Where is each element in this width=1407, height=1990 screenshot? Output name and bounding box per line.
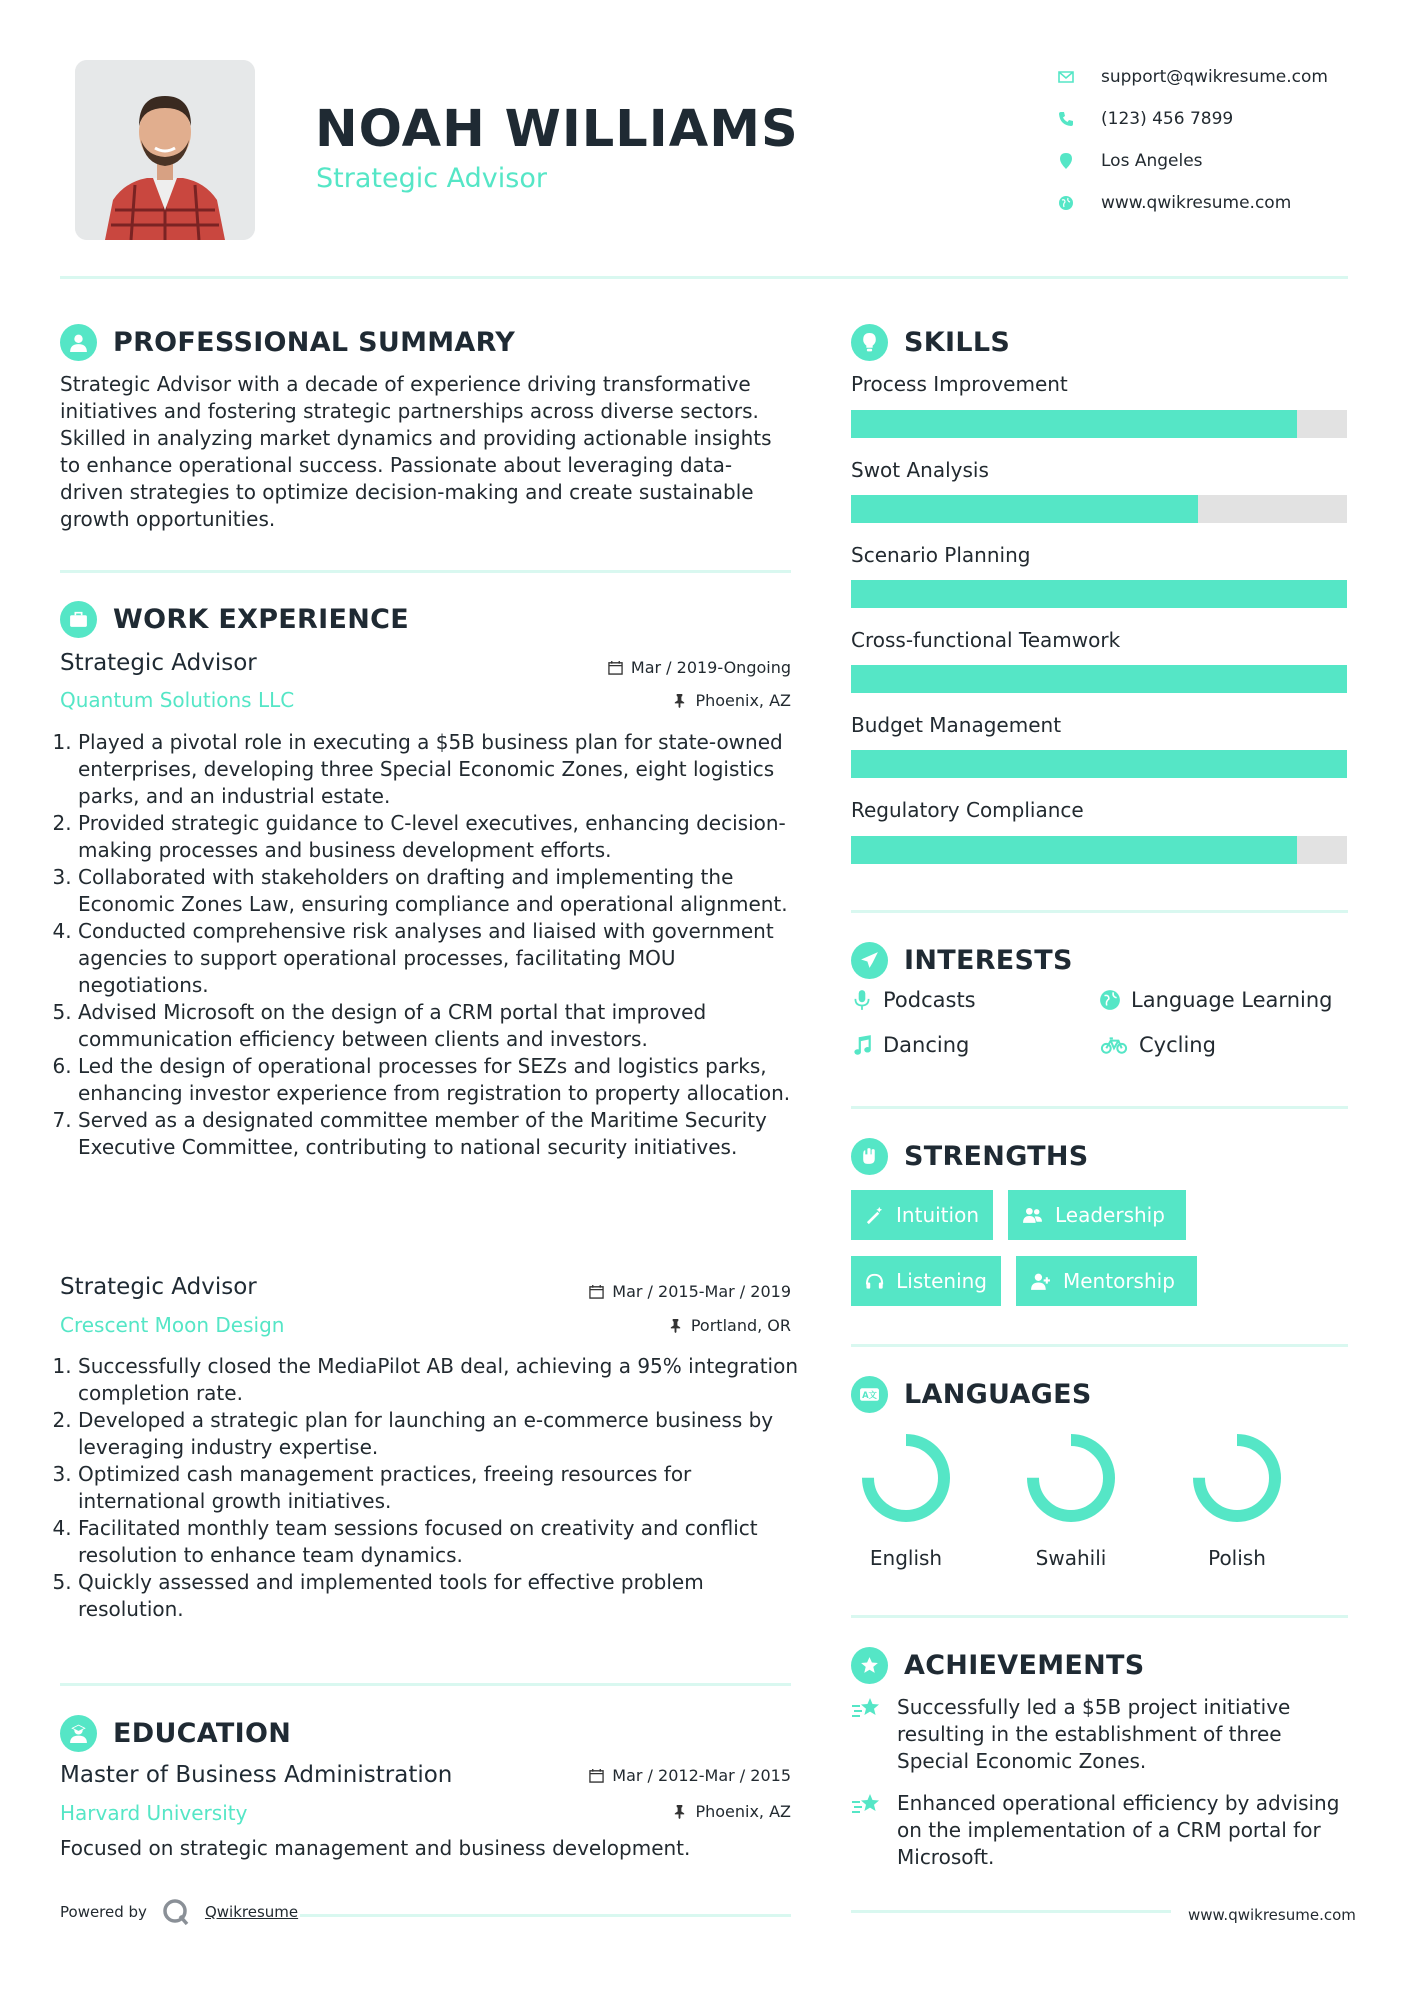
interests-divider — [851, 1106, 1348, 1109]
skills-divider — [851, 910, 1348, 913]
duty-item: 6. Led the design of operational processes for SEZs and logistics parks, enhancing investor experience from registration to property allocation. — [78, 1053, 798, 1107]
interest-item — [851, 1033, 969, 1057]
achievements-heading — [851, 1647, 1145, 1684]
job-1-location-text: Phoenix, AZ — [695, 691, 791, 710]
languages-heading — [851, 1376, 1092, 1413]
strength-badge — [1016, 1256, 1197, 1306]
skill-bar-fill — [851, 495, 1198, 523]
skills-title: SKILLS — [904, 327, 1011, 358]
language-item — [851, 1428, 961, 1570]
job-1-location — [672, 691, 791, 710]
duty-item: 1. Successfully closed the MediaPilot AB deal, achieving a 95% integration completion rate. — [78, 1353, 798, 1407]
duty-item: 4. Conducted comprehensive risk analyses and liaised with government agencies to support operational processes, facilitating MOU negotiations. — [78, 918, 798, 999]
interests-title: INTERESTS — [904, 945, 1073, 976]
interest-item — [1099, 1033, 1216, 1057]
right-footer-divider — [851, 1910, 1171, 1913]
duty-item: 1. Played a pivotal role in executing a $5B business plan for state-owned enterprises, developing three Special Economic Zones, eight logistics parks, and an industrial estate. — [78, 729, 798, 810]
microphone-icon — [851, 989, 873, 1011]
job-2-location — [668, 1316, 791, 1335]
education-location — [672, 1802, 791, 1821]
skill-label: Regulatory Compliance — [851, 798, 1084, 822]
language-ring — [856, 1428, 956, 1528]
bicycle-icon — [1099, 1034, 1129, 1056]
education-description: Focused on strategic management and business development. — [60, 1836, 691, 1860]
profile-photo — [75, 60, 255, 240]
summary-text: Strategic Advisor with a decade of experience driving transformative initiatives and fostering strategic partnerships across diverse sectors. Skilled in analyzing market dynamics and providing actionable insights to enhance operational success. Passionate about leveraging data-driven strategies to optimize decision-making and create sustainable growth opportunities. — [60, 372, 772, 531]
skills-heading — [851, 324, 1010, 361]
svg-text:A文: A文 — [862, 1390, 877, 1401]
skill-bar-fill — [851, 836, 1297, 864]
duty-item: 2. Developed a strategic plan for launching an e-commerce business by leveraging industry expertise. — [78, 1407, 798, 1461]
skill-label: Swot Analysis — [851, 458, 989, 482]
language-item — [1016, 1428, 1126, 1570]
education-heading — [60, 1715, 291, 1752]
skill-bar — [851, 665, 1347, 693]
education-school: Harvard University — [60, 1801, 248, 1825]
strength-badge — [1008, 1190, 1186, 1240]
powered-by — [60, 1897, 298, 1927]
qwikresume-logo-icon — [161, 1897, 191, 1927]
lightbulb-icon — [851, 324, 888, 361]
job-2-company: Crescent Moon Design — [60, 1313, 285, 1337]
strength-label: Listening — [896, 1269, 987, 1293]
briefcase-icon — [60, 601, 97, 638]
job-2-date — [589, 1282, 791, 1301]
skill-bar-fill — [851, 750, 1347, 778]
job-2-date-text: Mar / 2015-Mar / 2019 — [612, 1282, 791, 1301]
job-1-title: Strategic Advisor — [60, 650, 257, 676]
fist-icon — [851, 1138, 888, 1175]
contact-email[interactable] — [1055, 56, 1328, 98]
interest-label: Cycling — [1139, 1033, 1216, 1057]
duty-item: 5. Quickly assessed and implemented tools for effective problem resolution. — [78, 1569, 798, 1623]
strength-label: Intuition — [896, 1203, 979, 1227]
job-1-company: Quantum Solutions LLC — [60, 688, 295, 712]
languages-divider — [851, 1615, 1348, 1618]
job-2-duties — [58, 1353, 798, 1623]
calendar-icon — [608, 660, 623, 675]
duty-item: 4. Facilitated monthly team sessions focused on creativity and conflict resolution to enhance team dynamics. — [78, 1515, 798, 1569]
summary-divider — [60, 570, 791, 573]
job-1-date — [608, 658, 791, 677]
contact-location — [1055, 140, 1328, 182]
work-title: WORK EXPERIENCE — [113, 604, 409, 635]
summary-heading — [60, 324, 515, 361]
email-icon — [1055, 66, 1077, 88]
contact-phone-text: (123) 456 7899 — [1101, 109, 1234, 129]
skill-bar — [851, 410, 1347, 438]
languages-title: LANGUAGES — [904, 1379, 1092, 1410]
skill-label: Budget Management — [851, 713, 1062, 737]
strength-label: Leadership — [1055, 1203, 1165, 1227]
candidate-title: Strategic Advisor — [316, 163, 547, 194]
achievements-title: ACHIEVEMENTS — [904, 1650, 1145, 1681]
contact-list — [1055, 56, 1328, 224]
interest-label: Language Learning — [1131, 988, 1333, 1012]
strength-label: Mentorship — [1063, 1269, 1175, 1293]
candidate-name: NOAH WILLIAMS — [315, 100, 799, 159]
header-divider — [60, 276, 1348, 279]
achievement-item — [851, 1694, 1346, 1775]
duty-item: 5. Advised Microsoft on the design of a CRM portal that improved communication efficiency between clients and investors. — [78, 999, 798, 1053]
skill-bar — [851, 836, 1347, 864]
contact-location-text: Los Angeles — [1101, 151, 1203, 171]
duty-item: 7. Served as a designated committee member of the Maritime Security Executive Committee, contributing to national security initiatives. — [78, 1107, 798, 1161]
duty-item: 3. Collaborated with stakeholders on drafting and implementing the Economic Zones Law, ensuring compliance and operational alignment. — [78, 864, 798, 918]
language-ring — [1021, 1428, 1121, 1528]
skill-bar-fill — [851, 665, 1347, 693]
skill-bar — [851, 750, 1347, 778]
contact-website-text: www.qwikresume.com — [1101, 193, 1292, 213]
education-location-text: Phoenix, AZ — [695, 1802, 791, 1821]
skill-bar — [851, 580, 1347, 608]
skill-label: Process Improvement — [851, 372, 1068, 396]
shooting-star-icon — [851, 1696, 883, 1722]
language-label: English — [869, 1546, 943, 1570]
education-date-text: Mar / 2012-Mar / 2015 — [612, 1766, 791, 1785]
education-degree: Master of Business Administration — [60, 1762, 453, 1788]
job-1-date-text: Mar / 2019-Ongoing — [630, 658, 791, 677]
summary-title: PROFESSIONAL SUMMARY — [113, 327, 516, 358]
skill-label: Scenario Planning — [851, 543, 1031, 567]
music-note-icon — [851, 1034, 873, 1056]
strength-badge — [851, 1256, 1001, 1306]
work-heading — [60, 601, 409, 638]
skill-label: Cross-functional Teamwork — [851, 628, 1121, 652]
globe-icon — [1055, 192, 1077, 214]
job-1-duties — [58, 729, 798, 1161]
brand-link[interactable]: Qwikresume — [204, 1903, 299, 1921]
skill-bar-fill — [851, 410, 1297, 438]
profile-photo-illustration — [75, 60, 255, 240]
work-divider — [60, 1683, 791, 1686]
skill-bar — [851, 495, 1347, 523]
job-2-location-text: Portland, OR — [690, 1316, 791, 1335]
contact-phone[interactable] — [1055, 98, 1328, 140]
achievement-text: Successfully led a $5B project initiative resulting in the establishment of three Special Economic Zones. — [897, 1695, 1291, 1773]
interest-item — [1099, 988, 1332, 1012]
users-icon — [1022, 1205, 1043, 1226]
user-plus-icon — [1030, 1271, 1051, 1292]
achievement-text: Enhanced operational efficiency by advising on the implementation of a CRM portal for Microsoft. — [897, 1791, 1340, 1869]
headphones-icon — [865, 1271, 884, 1292]
achievement-item — [851, 1790, 1346, 1871]
paper-plane-icon — [851, 942, 888, 979]
strengths-heading — [851, 1138, 1089, 1175]
duty-item: 3. Optimized cash management practices, freeing resources for international growth initiatives. — [78, 1461, 798, 1515]
phone-icon — [1055, 108, 1077, 130]
strengths-title: STRENGTHS — [904, 1141, 1089, 1172]
language-item — [1182, 1428, 1292, 1570]
interest-item — [851, 988, 976, 1012]
left-footer-divider — [300, 1914, 791, 1917]
star-badge-icon — [851, 1647, 888, 1684]
contact-website[interactable] — [1055, 182, 1328, 224]
shooting-star-icon — [851, 1792, 883, 1818]
powered-by-text: Powered by — [60, 1903, 147, 1921]
language-label: Swahili — [1035, 1546, 1107, 1570]
language-ring — [1187, 1428, 1287, 1528]
job-2-title: Strategic Advisor — [60, 1274, 257, 1300]
interest-label: Dancing — [883, 1033, 970, 1057]
magic-wand-icon — [865, 1205, 884, 1226]
interests-heading — [851, 942, 1073, 979]
language-icon — [851, 1376, 888, 1413]
calendar-icon — [589, 1284, 604, 1299]
education-title: EDUCATION — [113, 1718, 292, 1749]
strengths-divider — [851, 1344, 1348, 1347]
strength-badge — [851, 1190, 993, 1240]
education-date — [589, 1766, 791, 1785]
contact-email-text: support@qwikresume.com — [1101, 67, 1328, 87]
interest-label: Podcasts — [883, 988, 976, 1012]
location-icon — [1055, 150, 1077, 172]
duty-item: 2. Provided strategic guidance to C-level executives, enhancing decision-making processes and business development efforts. — [78, 810, 798, 864]
calendar-icon — [589, 1768, 604, 1783]
graduate-icon — [60, 1715, 97, 1752]
globe-icon — [1099, 989, 1121, 1011]
user-icon — [60, 324, 97, 361]
language-label: Polish — [1208, 1546, 1266, 1570]
pin-icon — [668, 1318, 683, 1333]
footer-website[interactable]: www.qwikresume.com — [1188, 1906, 1356, 1924]
skill-bar-fill — [851, 580, 1347, 608]
pin-icon — [672, 1804, 687, 1819]
pin-icon — [672, 693, 687, 708]
